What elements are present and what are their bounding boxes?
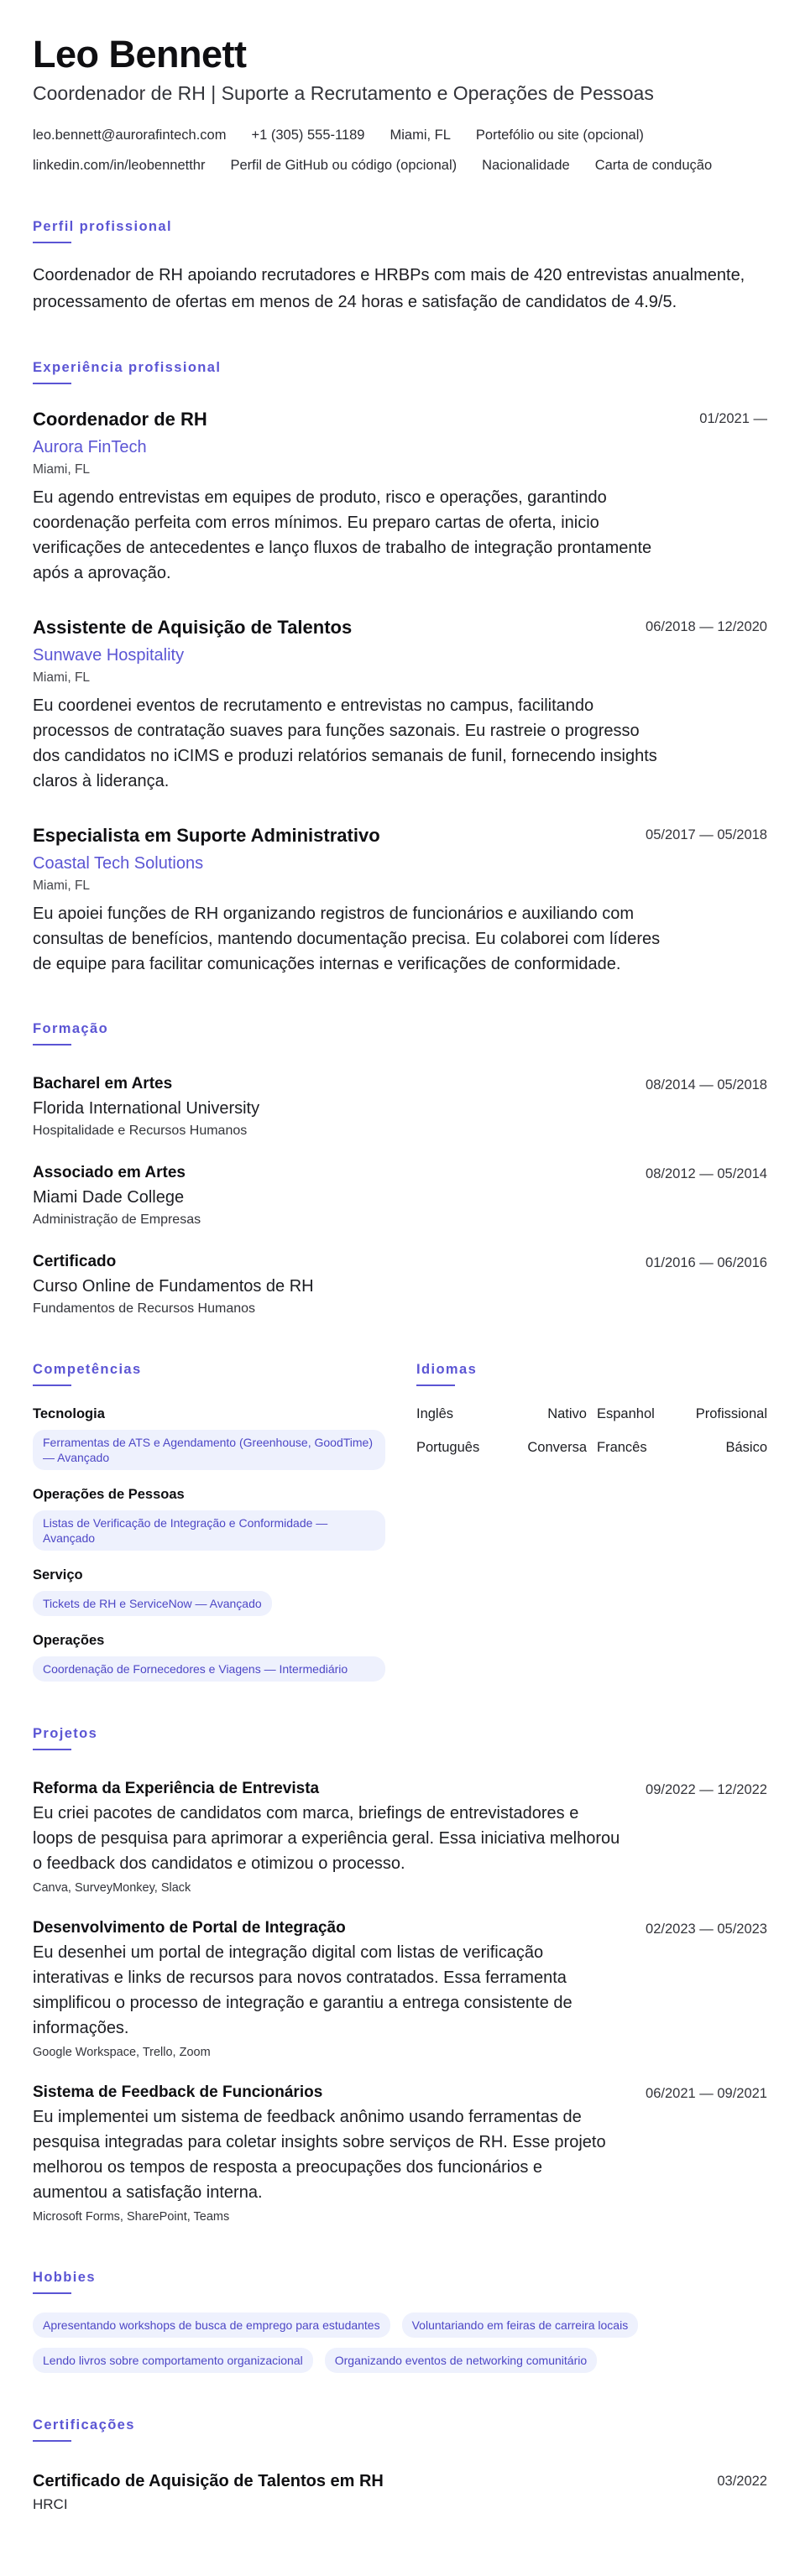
experience-dates: 01/2021 — [699,411,767,426]
experience-company: Coastal Tech Solutions [33,854,204,873]
hobby-chip: Apresentando workshops de busca de emprego para estudantes [33,2313,390,2338]
experience-role: Coordenador de RH [33,409,207,430]
contact-email[interactable]: leo.bennett@aurorafintech.com [33,128,227,143]
education-item [33,1252,767,1317]
section-divider [33,2292,71,2294]
education-item [33,1074,767,1139]
project-description: Eu criei pacotes de candidatos com marca, briefings de entrevistadores e loops de pesquisa para aprimorar a experiência geral. Essa iniciativa melhorou o feedback dos candidatos e otimizou o processo. [33,1804,620,1873]
language-item [597,1405,767,1423]
experience-location: Miami, FL [33,879,91,893]
section-divider [33,1749,71,1750]
summary-text: Coordenador de RH apoiando recrutadores e HRBPs com mais de 420 entrevistas anualmente, processamento de ofertas em menos de 24 horas e satisfação de candidatos de 4.9/5. [33,266,745,311]
language-name: Inglês [416,1406,454,1421]
education-section [33,1020,767,1317]
hobbies-title: Hobbies [33,2270,96,2285]
language-name: Português [416,1440,480,1455]
section-divider [33,383,71,384]
skills-languages-row [33,1361,767,1682]
section-divider [33,242,71,243]
experience-company: Aurora FinTech [33,438,147,456]
skill-group-name: Operações [33,1633,105,1648]
certification-issuer: HRCI [33,2496,68,2512]
skill-group-name: Tecnologia [33,1406,105,1421]
education-degree: Bacharel em Artes [33,1075,173,1092]
education-degree: Certificado [33,1253,117,1270]
skill-group [33,1631,385,1682]
education-degree: Associado em Artes [33,1164,186,1181]
experience-dates: 06/2018 — 12/2020 [646,619,767,634]
project-name: Desenvolvimento de Portal de Integração [33,1919,346,1937]
experience-item [33,824,767,977]
contact-github[interactable]: Perfil de GitHub ou código (opcional) [230,158,458,173]
section-divider [33,1044,71,1046]
experience-item [33,616,767,794]
hobbies-list [33,2313,767,2373]
resume-header [33,32,767,175]
education-list [33,1074,767,1317]
summary-title: Perfil profissional [33,219,172,234]
skill-chip: Ferramentas de ATS e Agendamento (Greenhouse, GoodTime) — Avançado [33,1430,385,1470]
project-description: Eu desenhei um portal de integração digital com listas de verificação interativas e links de recursos para novos contratados. Essa ferramenta simplificou o processo de integração e garantiu a entrega consistente de informações. [33,1943,573,2037]
contact-nationality: Nacionalidade [482,158,570,173]
skill-group [33,1485,385,1551]
hobbies-section [33,2269,767,2373]
contact-portfolio[interactable]: Portefólio ou site (opcional) [475,128,644,143]
project-dates: 06/2021 — 09/2021 [646,2086,767,2101]
certifications-title: Certificações [33,2417,135,2433]
certifications-list [33,2470,767,2514]
education-dates: 08/2014 — 05/2018 [646,1077,767,1092]
education-field: Administração de Empresas [33,1212,201,1227]
skill-chip: Tickets de RH e ServiceNow — Avançado [33,1591,272,1616]
skill-chip: Listas de Verificação de Integração e Conformidade — Avançado [33,1510,385,1551]
education-school: Miami Dade College [33,1188,185,1207]
language-level: Profissional [695,1406,767,1421]
language-item [416,1438,587,1457]
experience-role: Assistente de Aquisição de Talentos [33,617,353,638]
language-name: Francês [597,1440,647,1455]
project-dates: 02/2023 — 05/2023 [646,1922,767,1937]
candidate-headline: Coordenador de RH | Suporte a Recrutamento e Operações de Pessoas [33,82,654,104]
skills-title: Competências [33,1362,142,1377]
project-tools: Canva, SurveyMonkey, Slack [33,1881,191,1895]
skills-section [33,1361,385,1682]
project-name: Reforma da Experiência de Entrevista [33,1780,320,1797]
contact-linkedin[interactable]: linkedin.com/in/leobennetthr [33,158,206,173]
hobby-chip: Organizando eventos de networking comunitário [325,2348,597,2373]
education-title: Formação [33,1021,109,1036]
experience-description: Eu apoiei funções de RH organizando registros de funcionários e auxiliando com consultas de benefícios, mantendo documentação precisa. Eu colaborei com líderes de equipe para facilitar comunicações internas e verificações de conformidade. [33,905,661,973]
projects-title: Projetos [33,1726,98,1741]
certification-item [33,2470,767,2514]
education-school: Curso Online de Fundamentos de RH [33,1277,314,1296]
language-name: Espanhol [597,1406,655,1421]
education-dates: 01/2016 — 06/2016 [646,1255,767,1270]
experience-item [33,408,767,586]
language-item [416,1405,587,1423]
education-field: Fundamentos de Recursos Humanos [33,1301,256,1316]
skills-list [33,1405,385,1682]
certification-name: Certificado de Aquisição de Talentos em RH [33,2472,384,2490]
summary-section [33,218,767,315]
experience-location: Miami, FL [33,462,91,477]
hobby-chip: Lendo livros sobre comportamento organizacional [33,2348,313,2373]
section-divider [416,1384,455,1386]
experience-description: Eu agendo entrevistas em equipes de produto, risco e operações, garantindo coordenação perfeita com erros mínimos. Eu preparo cartas de oferta, inicio verificações de antecedentes e lanço fluxos de trabalho de integração prontamente após a aprovação. [33,488,652,582]
project-tools: Microsoft Forms, SharePoint, Teams [33,2210,230,2224]
project-item [33,1918,767,2061]
experience-company: Sunwave Hospitality [33,646,185,665]
experience-description: Eu coordenei eventos de recrutamento e entrevistas no campus, facilitando processos de contratação suaves para funções sazonais. Eu rastreie o progresso dos candidatos no iCIMS e produzi relatórios semanais de funil, fornecendo insights claros à liderança. [33,696,657,790]
education-item [33,1163,767,1228]
project-name: Sistema de Feedback de Funcionários [33,2083,323,2101]
language-level: Básico [725,1440,767,1455]
language-level: Conversa [527,1440,587,1455]
project-item [33,2083,767,2225]
projects-section [33,1725,767,2225]
language-item [597,1438,767,1457]
skill-chip: Coordenação de Fornecedores e Viagens — Intermediário [33,1656,385,1682]
education-school: Florida International University [33,1099,260,1118]
projects-list [33,1779,767,2225]
section-divider [33,2440,71,2442]
contact-driving-license: Carta de condução [594,158,713,173]
education-dates: 08/2012 — 05/2014 [646,1166,767,1181]
project-tools: Google Workspace, Trello, Zoom [33,2046,211,2059]
candidate-name: Leo Bennett [33,33,247,76]
experience-list [33,408,767,977]
experience-title: Experiência profissional [33,360,222,375]
project-item [33,1779,767,1896]
languages-grid [416,1405,767,1457]
experience-location: Miami, FL [33,670,91,685]
project-description: Eu implementei um sistema de feedback anônimo usando ferramentas de pesquisa integradas para coletar insights sobre serviços de RH. Esse projeto melhorou os tempos de resposta a preocupações dos funcionários e aumentou a satisfação interna. [33,2108,606,2202]
section-divider [33,1384,71,1386]
experience-role: Especialista em Suporte Administrativo [33,825,380,846]
hobby-chip: Voluntariando em feiras de carreira locais [402,2313,639,2338]
education-field: Hospitalidade e Recursos Humanos [33,1124,248,1138]
project-dates: 09/2022 — 12/2022 [646,1782,767,1797]
contact-list [33,126,767,175]
skill-group-name: Operações de Pessoas [33,1487,185,1502]
language-level: Nativo [547,1406,587,1421]
languages-section [416,1361,767,1682]
certifications-section [33,2417,767,2514]
skill-group [33,1405,385,1470]
experience-dates: 05/2017 — 05/2018 [646,827,767,842]
skill-group [33,1566,385,1616]
contact-location: Miami, FL [390,128,451,143]
contact-phone[interactable]: +1 (305) 555-1189 [251,128,365,143]
skill-group-name: Serviço [33,1567,83,1583]
languages-title: Idiomas [416,1362,478,1377]
certification-date: 03/2022 [717,2474,767,2489]
experience-section [33,359,767,977]
